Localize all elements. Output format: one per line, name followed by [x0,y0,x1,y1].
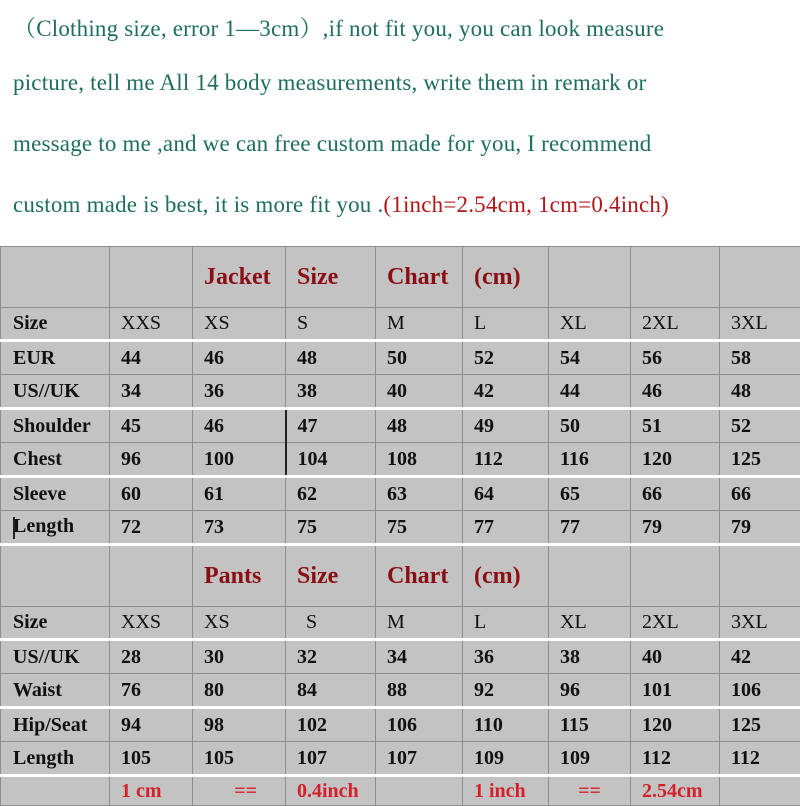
cell: 45 [110,409,193,443]
row-label: Chest [1,443,110,477]
size-header: 2XL [631,308,720,341]
cell: 110 [463,708,549,742]
jacket-title-word: (cm) [463,247,549,308]
table-row [1,341,800,375]
cell: 94 [110,708,193,742]
size-header: XS [193,607,286,640]
row-label: EUR [1,341,110,375]
empty-cell [720,776,800,806]
cell: 108 [376,443,463,477]
table-row [1,742,800,776]
table-row [1,674,800,708]
cell: 88 [376,674,463,708]
empty-cell [1,776,110,806]
cell: 79 [631,511,720,545]
row-label: Length [1,742,110,776]
row-label: US//UK [1,640,110,674]
table-row [1,409,800,443]
cell: 38 [549,640,631,674]
cell: 125 [720,443,800,477]
conversion-equals: == [549,776,631,806]
empty-cell [631,545,720,607]
cell: 61 [193,477,286,511]
cell: 66 [720,477,800,511]
cell: 50 [549,409,631,443]
cell: 120 [631,708,720,742]
cell: 77 [463,511,549,545]
row-label: Shoulder [1,409,110,443]
empty-cell [720,545,800,607]
size-header: S [286,607,376,640]
size-header: XS [193,308,286,341]
intro-line-4 [13,192,669,218]
empty-cell [631,247,720,308]
size-header: L [463,607,549,640]
cell: 28 [110,640,193,674]
cell: 73 [193,511,286,545]
cell: 116 [549,443,631,477]
cell: 105 [110,742,193,776]
table-row [1,443,800,477]
table-row [1,511,800,545]
cell: 52 [463,341,549,375]
cell: 75 [286,511,376,545]
cell: 51 [631,409,720,443]
cell: 75 [376,511,463,545]
empty-cell [1,247,110,308]
row-label: Hip/Seat [1,708,110,742]
cell: 96 [110,443,193,477]
jacket-title-row [1,247,800,308]
cell: 63 [376,477,463,511]
cell: 42 [720,640,800,674]
table-row [1,708,800,742]
cell: 46 [193,409,286,443]
cell: 64 [463,477,549,511]
empty-cell [549,545,631,607]
cell: 38 [286,375,376,409]
size-header: XXS [110,308,193,341]
cell: 101 [631,674,720,708]
jacket-size-header-row [1,308,800,341]
pants-title-word: Chart [376,545,463,607]
unit-conversion-note: (1inch=2.54cm, 1cm=0.4inch) [383,192,669,217]
size-header: L [463,308,549,341]
conversion-inch-value: 2.54cm [631,776,720,806]
cell: 80 [193,674,286,708]
row-label: US//UK [1,375,110,409]
empty-cell [110,545,193,607]
row-label-cell [1,511,110,545]
cell: 34 [110,375,193,409]
row-label: Size [1,308,110,341]
cell: 112 [631,742,720,776]
table-row [1,375,800,409]
cell: 60 [110,477,193,511]
size-header: XXS [110,607,193,640]
row-label: Size [1,607,110,640]
cell: 56 [631,341,720,375]
intro-line-4-text: custom made is best, it is more fit you . [13,192,383,217]
cell: 66 [631,477,720,511]
cell: 79 [720,511,800,545]
size-header: 3XL [720,308,800,341]
cell: 46 [193,341,286,375]
cell: 104 [286,443,376,477]
cell: 48 [286,341,376,375]
size-header: M [376,308,463,341]
cell: 52 [720,409,800,443]
empty-cell [549,247,631,308]
cell: 84 [286,674,376,708]
cell: 112 [720,742,800,776]
cell: 36 [463,640,549,674]
pants-title-word: Pants [193,545,286,607]
size-header: M [376,607,463,640]
row-label: Sleeve [1,477,110,511]
row-label: Length [13,515,74,537]
cell: 54 [549,341,631,375]
cell: 105 [193,742,286,776]
cell: 115 [549,708,631,742]
cell: 120 [631,443,720,477]
cell: 49 [463,409,549,443]
cell: 125 [720,708,800,742]
cell: 77 [549,511,631,545]
cell: 34 [376,640,463,674]
cell: 44 [549,375,631,409]
pants-title-word: (cm) [463,545,549,607]
intro-line-1: （Clothing size, error 1—3cm）,if not fit you, you can look measure [13,10,664,43]
cell: 72 [110,511,193,545]
empty-cell [720,247,800,308]
cell: 50 [376,341,463,375]
cell: 107 [286,742,376,776]
intro-notice [0,0,800,244]
table-row [1,477,800,511]
cell: 40 [631,640,720,674]
intro-line-3: message to me ,and we can free custom made for you, I recommend [13,131,651,157]
cell: 106 [376,708,463,742]
cell: 65 [549,477,631,511]
conversion-row [1,776,800,806]
empty-cell [1,545,110,607]
jacket-title-word: Chart [376,247,463,308]
pants-title-row [1,545,800,607]
intro-line-2: picture, tell me All 14 body measurements, write them in remark or [13,70,646,96]
cell: 109 [549,742,631,776]
cell: 44 [110,341,193,375]
cell: 46 [631,375,720,409]
cell: 98 [193,708,286,742]
size-header: 3XL [720,607,800,640]
conversion-cm: 1 cm [110,776,193,806]
conversion-equals: == [193,776,286,806]
cell: 30 [193,640,286,674]
size-header: 2XL [631,607,720,640]
cell: 102 [286,708,376,742]
size-chart-table [0,246,800,806]
cell: 76 [110,674,193,708]
size-header: XL [549,607,631,640]
conversion-cm-value: 0.4inch [286,776,376,806]
jacket-title-word: Size [286,247,376,308]
size-header: XL [549,308,631,341]
cell: 109 [463,742,549,776]
cell: 48 [376,409,463,443]
conversion-inch: 1 inch [463,776,549,806]
cell: 40 [376,375,463,409]
empty-cell [110,247,193,308]
cell: 107 [376,742,463,776]
size-header: S [286,308,376,341]
pants-title-word: Size [286,545,376,607]
cell: 48 [720,375,800,409]
pants-size-header-row [1,607,800,640]
cell: 106 [720,674,800,708]
cell: 58 [720,341,800,375]
row-label: Waist [1,674,110,708]
cell: 47 [286,409,376,443]
jacket-title-word: Jacket [193,247,286,308]
cell: 92 [463,674,549,708]
cell: 112 [463,443,549,477]
cell: 96 [549,674,631,708]
empty-cell [376,776,463,806]
cell: 62 [286,477,376,511]
cell: 100 [193,443,286,477]
table-row [1,640,800,674]
cell: 42 [463,375,549,409]
cell: 36 [193,375,286,409]
cell: 32 [286,640,376,674]
